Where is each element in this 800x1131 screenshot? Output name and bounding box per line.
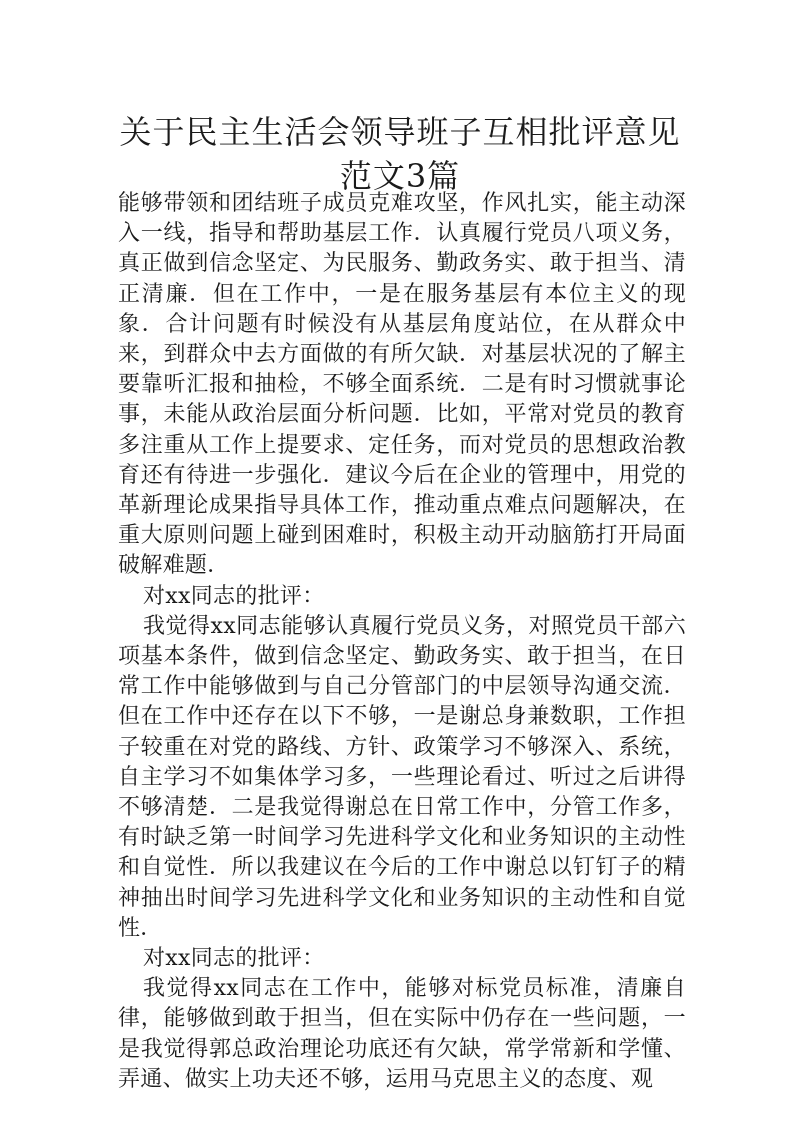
document-title: 关于民主生活会领导班子互相批评意见范文3篇 (119, 113, 681, 195)
document-body (118, 189, 686, 1095)
critique-heading-2: 对xx同志的批评： (143, 946, 325, 972)
body-paragraph-3: 我觉得xx同志在工作中，能够对标党员标准，清廉自律，能够做到敢于担当，但在实际中仍存在一些问题，一是我觉得郭总政治理论功底还有欠缺，常学常新和学懂、弄通、做实上功夫还不够，运用马克思主义的态度、观 (118, 976, 686, 1092)
body-paragraph-2: 我觉得xx同志能够认真履行党员义务，对照党员干部六项基本条件，做到信念坚定、勤政务实、敢于担当，在日常工作中能够做到与自己分管部门的中层领导沟通交流．但在工作中还存在以下不够，一是谢总身兼数职，工作担子较重在对党的路线、方针、政策学习不够深入、系统，自主学习不如集体学习多，一些理论看过、听过之后讲得不够清楚．二是我觉得谢总在日常工作中，分管工作多，有时缺乏第一时间学习先进科学文化和业务知识的主动性和自觉性．所以我建议在今后的工作中谢总以钉钉子的精神抽出时间学习先进科学文化和业务知识的主动性和自觉性． (118, 613, 686, 941)
critique-heading-1: 对xx同志的批评： (143, 583, 325, 609)
body-paragraph-1: 能够带领和团结班子成员克难攻坚，作风扎实，能主动深入一线，指导和帮助基层工作．认真履行党员八项义务，真正做到信念坚定、为民服务、勤政务实、敢于担当、清正清廉．但在工作中，一是在服务基层有本位主义的现象．合计问题有时候没有从基层角度站位，在从群众中来，到群众中去方面做的有所欠缺．对基层状况的了解主要靠听汇报和抽检，不够全面系统．二是有时习惯就事论事，未能从政治层面分析问题．比如，平常对党员的教育多注重从工作上提要求、定任务，而对党员的思想政治教育还有待进一步强化．建议今后在企业的管理中，用党的革新理论成果指导具体工作，推动重点难点问题解决，在重大原则问题上碰到困难时，积极主动开动脑筋打开局面破解难题． (118, 191, 686, 579)
